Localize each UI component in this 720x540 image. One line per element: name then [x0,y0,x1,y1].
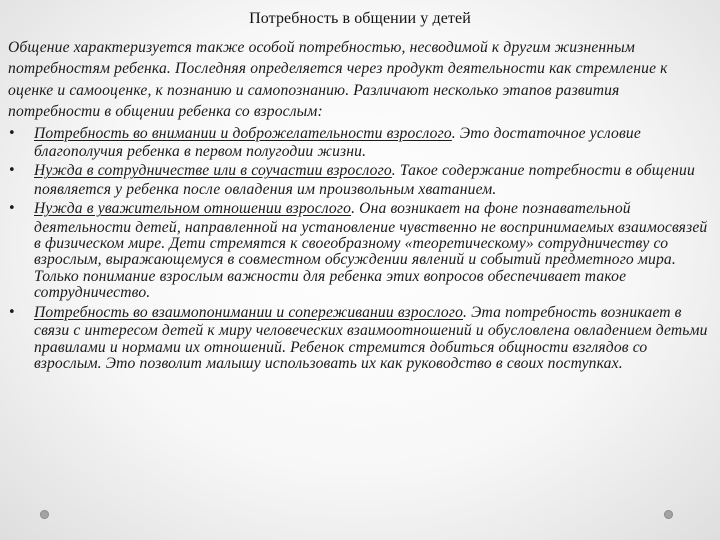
item-text: . Это достаточное условие благополучия ребенка в первом полугодии жизни. [34,124,641,161]
stages-list [8,123,714,373]
item-text: . Такое содержание потребности в общении появляется у ребенка после овладения им произвольным хватанием. [34,162,695,198]
bullet-icon: • [8,304,16,320]
list-item [8,198,714,301]
item-text: . Она возникает на фоне познавательной деятельности детей, направленной на установление чувственно не воспринимаемых взаимосвязей в физическом мире. Дети стремятся к своеобразному «теоретическому» сотрудничеству со взрослым, выражающемуся в совместном обсуждении явлений и событий предметного мира. Только понимание взрослым важности для ребенка этих вопросов обеспечивает такое сотрудничество. [34,200,708,302]
decorative-dot-left [40,510,49,519]
list-item [8,160,714,198]
item-term: Нужда в сотрудничестве или в соучастии взрослого [34,162,392,180]
item-term: Потребность во внимании и доброжелательности взрослого [34,124,452,142]
list-item [8,123,714,161]
list-item [8,302,714,373]
item-term: Потребность во взаимопонимании и сопереживании взрослого [34,303,464,321]
slide-title: Потребность в общении у детей [249,10,471,27]
item-text: . Эта потребность возникает в связи с интересом детей к миру человеческих взаимоотношений и обусловлена овладением детьми правилами и нормами их отношений. Ребенок стремится добиться общности взглядов со взрослым. Это позволит малышу использовать их как руководство в своих поступках. [34,303,708,372]
bullet-icon: • [8,163,16,179]
intro-paragraph: Общение характеризуется также особой потребностью, несводимой к другим жизненным потребностям ребенка. Последняя определяется через продукт деятельности как стремление к оценке и самооценке, к познанию и самопознанию. Различают несколько этапов развития потребности в общении ребенка со взрослым: [8,39,668,121]
slide-body [8,37,714,372]
bullet-icon: • [8,125,16,141]
decorative-dot-right [664,510,673,519]
item-term: Нужда в уважительном отношении взрослого [34,200,352,218]
bullet-icon: • [8,201,16,217]
